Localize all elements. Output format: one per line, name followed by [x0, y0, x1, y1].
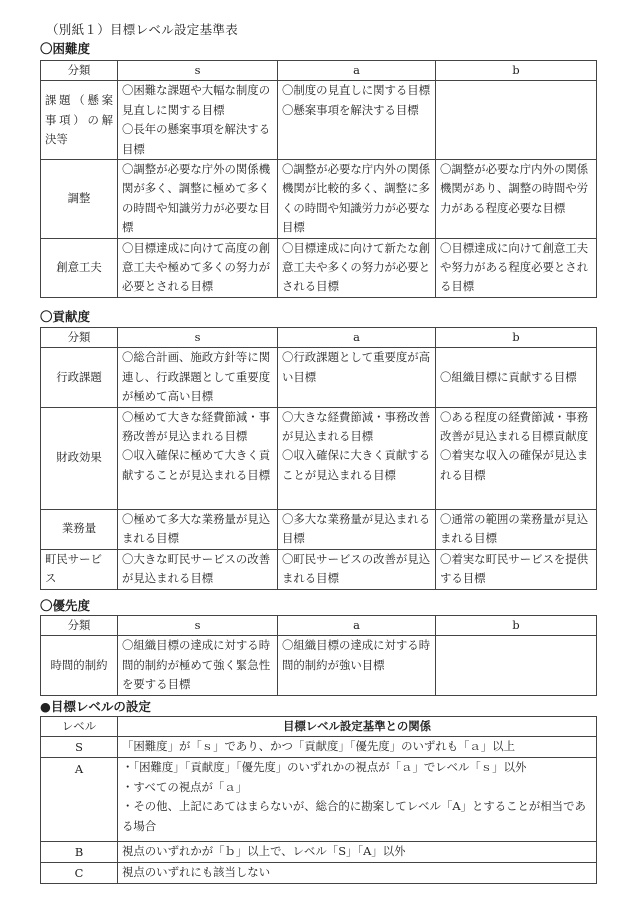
- level-label: S: [41, 737, 118, 758]
- column-header: 分類: [41, 616, 118, 636]
- column-header: a: [278, 328, 436, 348]
- row-label: 行政課題: [41, 348, 118, 407]
- table-row: [41, 160, 597, 239]
- column-header: 分類: [41, 61, 118, 81]
- criteria-line: ・「困難度」「貢献度」「優先度」のいずれかの視点が「ａ」でレベル「ｓ」以外: [122, 760, 527, 775]
- column-header: a: [278, 616, 436, 636]
- cell-line: 〇大きな経費節減・事務改善が見込まれる目標: [282, 409, 431, 444]
- cell-b: [436, 636, 597, 696]
- levels-table: [40, 716, 597, 884]
- column-header: b: [436, 328, 597, 348]
- row-label: 財政効果: [41, 407, 118, 509]
- column-header: s: [118, 328, 278, 348]
- table-header-row: [41, 717, 597, 737]
- table-row: [41, 758, 597, 842]
- cell-line: 〇着実な町民サービスを提供する目標: [440, 551, 589, 586]
- contribution-heading: 〇貢献度: [40, 309, 91, 324]
- level-label: B: [41, 842, 118, 863]
- cell-line: 〇目標達成に向けて新たな創意工夫や多くの努力が必要とされる目標: [282, 240, 431, 294]
- cell-s: [118, 636, 278, 696]
- cell-line: 〇大きな町民サービスの改善が見込まれる目標: [122, 551, 271, 586]
- table-row: [41, 238, 597, 297]
- cell-line: 〇目標達成に向けて高度の創意工夫や極めて多くの努力が必要とされる目標: [122, 240, 271, 294]
- level-label: C: [41, 863, 118, 884]
- cell-a: [278, 81, 436, 160]
- cell-line: 〇調整が必要な庁内外の関係機関が比較的多く、調整に多くの時間や知識労力が必要な目標: [282, 162, 431, 235]
- column-header: 分類: [41, 328, 118, 348]
- priority-heading: 〇優先度: [40, 598, 91, 613]
- column-header: 目標レベル設定基準との関係: [118, 717, 597, 737]
- row-label: 課題（懸案事項）の解決等: [41, 81, 118, 160]
- table-row: [41, 636, 597, 696]
- cell-line: 〇収入確保に極めて大きく貢献することが見込まれる目標: [122, 448, 271, 482]
- cell-line: 〇極めて大きな経費節減・事務改善が見込まれる目標: [122, 409, 271, 444]
- cell-line: 〇懸案事項を解決する目標: [282, 102, 419, 117]
- cell-b: [436, 348, 597, 407]
- cell-b: [436, 160, 597, 239]
- cell-line: 〇組織目標の達成に対する時間的制約が極めて強く緊急性を要する目標: [122, 638, 271, 692]
- cell-a: [278, 636, 436, 696]
- cell-b: [436, 549, 597, 589]
- difficulty-heading: 〇困難度: [40, 41, 91, 56]
- cell-a: [278, 160, 436, 239]
- level-criteria: [118, 842, 597, 863]
- level-label: A: [41, 758, 118, 842]
- cell-a: [278, 348, 436, 407]
- table-header-row: [41, 616, 597, 636]
- criteria-line: 「困難度」が「ｓ」であり、かつ「貢献度」「優先度」のいずれも「ａ」以上: [122, 739, 515, 754]
- cell-line: 〇長年の懸案事項を解決する目標: [122, 122, 271, 156]
- cell-b: [436, 509, 597, 549]
- cell-b: [436, 81, 597, 160]
- cell-s: [118, 238, 278, 297]
- table-header-row: [41, 61, 597, 81]
- priority-table: [40, 615, 597, 696]
- cell-line: 〇調整が必要な庁外の関係機関が多く、調整に極めて多くの時間や知識労力が必要な目標: [122, 162, 271, 235]
- table-row: [41, 509, 597, 549]
- row-label: 時間的制約: [41, 636, 118, 696]
- criteria-line: 視点のいずれかが「ｂ」以上で、レベル「S」「A」以外: [122, 844, 406, 859]
- table-row: [41, 549, 597, 589]
- cell-line: 〇制度の見直しに関する目標: [282, 83, 431, 98]
- cell-a: [278, 509, 436, 549]
- cell-line: 〇調整が必要な庁内外の関係機関があり、調整の時間や労力がある程度必要な目標: [440, 162, 589, 215]
- criteria-line: ・その他、上記にあてはまらないが、総合的に勘案してレベル「A」とすることが相当である場合: [122, 799, 586, 833]
- row-label: 業務量: [41, 509, 118, 549]
- cell-line: 〇組織目標の達成に対する時間的制約が強い目標: [282, 638, 431, 672]
- level-criteria: [118, 758, 597, 842]
- cell-a: [278, 549, 436, 589]
- criteria-line: ・すべての視点が「ａ」: [122, 779, 248, 794]
- cell-s: [118, 549, 278, 589]
- cell-line: 〇ある程度の経費節減・事務改善が見込まれる目標貢献度: [440, 409, 589, 444]
- cell-line: 〇組織目標に貢献する目標: [440, 369, 577, 384]
- column-header: レベル: [41, 717, 118, 737]
- row-label: 町民サービス: [41, 549, 118, 589]
- cell-line: 〇極めて多大な業務量が見込まれる目標: [122, 511, 271, 546]
- contribution-table: [40, 327, 597, 590]
- row-label: 調整: [41, 160, 118, 239]
- table-row: [41, 348, 597, 407]
- column-header: a: [278, 61, 436, 81]
- cell-s: [118, 81, 278, 160]
- table-row: [41, 407, 597, 509]
- cell-s: [118, 407, 278, 509]
- column-header: s: [118, 61, 278, 81]
- cell-line: 〇収入確保に大きく貢献することが見込まれる目標: [282, 448, 431, 482]
- cell-line: 〇通常の範囲の業務量が見込まれる目標: [440, 511, 589, 546]
- cell-a: [278, 407, 436, 509]
- levels-heading: ●目標レベルの設定: [40, 699, 151, 714]
- criteria-line: 視点のいずれにも該当しない: [122, 865, 271, 880]
- table-row: [41, 81, 597, 160]
- cell-s: [118, 160, 278, 239]
- cell-s: [118, 509, 278, 549]
- table-row: [41, 737, 597, 758]
- document-title: （別紙１）目標レベル設定基準表: [46, 22, 239, 37]
- column-header: s: [118, 616, 278, 636]
- cell-line: 〇着実な収入の確保が見込まれる目標: [440, 448, 589, 482]
- row-label: 創意工夫: [41, 238, 118, 297]
- cell-line: 〇総合計画、施政方針等に関連し、行政課題として重要度が極めて高い目標: [122, 350, 271, 404]
- cell-line: 〇目標達成に向けて創意工夫や努力がある程度必要とされる目標: [440, 240, 589, 294]
- cell-a: [278, 238, 436, 297]
- cell-line: 〇多大な業務量が見込まれる目標: [282, 511, 431, 546]
- column-header: b: [436, 61, 597, 81]
- difficulty-table: [40, 60, 597, 298]
- level-criteria: [118, 863, 597, 884]
- cell-line: 〇困難な課題や大幅な制度の見直しに関する目標: [122, 83, 271, 117]
- cell-b: [436, 407, 597, 509]
- cell-s: [118, 348, 278, 407]
- level-criteria: [118, 737, 597, 758]
- cell-line: 〇行政課題として重要度が高い目標: [282, 350, 431, 384]
- cell-line: 〇町民サービスの改善が見込まれる目標: [282, 551, 431, 586]
- table-row: [41, 863, 597, 884]
- table-header-row: [41, 328, 597, 348]
- table-row: [41, 842, 597, 863]
- cell-b: [436, 238, 597, 297]
- column-header: b: [436, 616, 597, 636]
